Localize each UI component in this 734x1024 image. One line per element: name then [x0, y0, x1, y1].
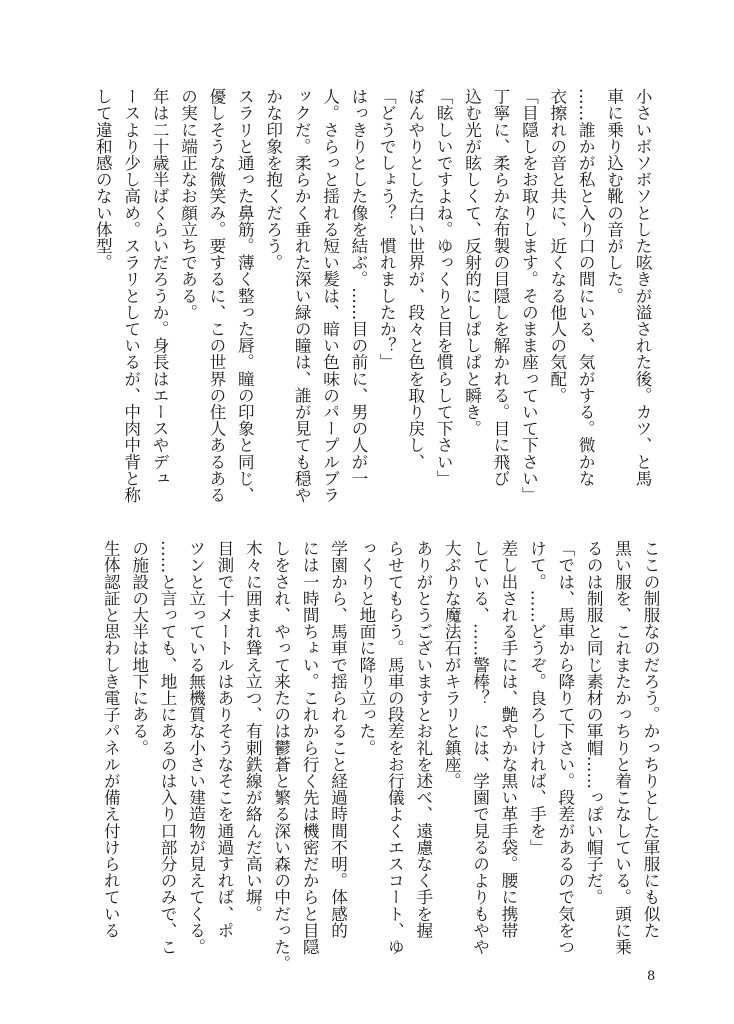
text-line: ……と言っても、地上にあるのは入り口部分のみで、こ: [158, 540, 178, 955]
text-line: して違和感のない体型。: [93, 88, 113, 271]
text-line: はっきりとした像を結ぶ。……目の前に、男の人が一: [348, 88, 368, 487]
text-line: るのは制服と同じ素材の軍帽……っぽい帽子だ。: [584, 540, 604, 906]
text-line: っくりと地面に降り立った。: [356, 540, 376, 756]
text-line: しをされ、やって来たのは鬱蒼と繁る深い森の中だった。: [271, 540, 291, 972]
text-line: 込む光が眩しくて、反射的にしぱしぱと瞬き。: [462, 88, 482, 437]
text-line: ツンと立っている無機質な小さい建造物が見えてくる。: [186, 540, 206, 955]
text-line: 差し出される手には、艶やかな黒い革手袋。腰に携帯: [498, 540, 518, 939]
text-line: ぼんやりとした白い世界が、段々と色を取り戻し、: [405, 88, 425, 470]
text-line: ここの制服なのだろう。かっちりとした軍服にも似た: [641, 540, 660, 939]
text-line: 大ぶりな魔法石がキラリと鎮座。: [442, 540, 462, 789]
text-line: ースより少し高め。スラリとしているが、中肉中背と称: [121, 88, 141, 503]
text-line: 「眩しいですよね。ゆっくりと目を慣らして下さい」: [434, 88, 454, 487]
text-line: 小さいボソボソとした呟きが溢された後。カツ、と馬: [633, 88, 652, 487]
text-line: らせてもらう。馬車の段差をお行儀よくエスコート、ゆ: [385, 540, 405, 955]
text-line: には一時間ちょい。これから行く先は機密だからと目隠: [300, 540, 320, 955]
text-column-lower: [96, 540, 664, 972]
text-line: 黒い服を、これまたかっちりと着こなしている。頭に乗: [612, 540, 632, 955]
page-number: 8: [647, 969, 656, 984]
text-line: 衣擦れの音と共に、近くなる他人の気配。: [547, 88, 567, 404]
text-line: 「では、馬車から降りて下さい。段差があるので気をつ: [555, 540, 575, 955]
text-line: 「目隠しをお取りします。そのまま座っていて下さい」: [519, 88, 539, 503]
text-line: ……誰かが私と入り口の間にいる、気がする。微かな: [576, 88, 596, 487]
text-line: 丁寧に、柔らかな布製の目隠しを解かれる。目に飛び: [490, 88, 510, 487]
text-line: している、……警棒？ には、学園で見るのよりもやや: [470, 540, 490, 955]
text-line: 生体認証と思わしき電子パネルが備え付けられている: [101, 540, 121, 939]
text-line: 学園から、馬車で揺られること経過時間不明。体感的: [328, 540, 348, 939]
text-line: けて。……どうぞ。良ろしければ、手を」: [527, 540, 547, 856]
text-line: 人。さらっと揺れる短い髪は、暗い色味のパープルブラ: [320, 88, 340, 503]
text-line: かな印象を抱くだろう。: [263, 88, 283, 271]
text-line: スラリと通った鼻筋。薄く整った唇。瞳の印象と同じ、: [235, 88, 255, 503]
text-line: ックだ。柔らかく垂れた深い緑の瞳は、誰が見ても穏や: [292, 88, 312, 503]
text-line: 目測で十メートルはありそうなそこを通過すれば、ポ: [214, 540, 234, 939]
text-line: の実に端正なお顔立ちである。: [178, 88, 198, 321]
text-line: ありがとうございますとお礼を述べ、遠慮なく手を握: [413, 540, 433, 939]
text-line: 木々に囲まれ聳え立つ、有刺鉄線が絡んだ高い塀。: [243, 540, 263, 922]
text-line: 優しそうな微笑み。要するに、この世界の住人あるある: [206, 88, 226, 503]
text-line: 車に乗り込む靴の音がした。: [604, 88, 624, 304]
text-line: 「どうでしょう？ 慣れましたか？」: [377, 88, 397, 371]
text-line: の施設の大半は地下にある。: [129, 540, 149, 756]
text-line: 年は二十歳半ばくらいだろうか。身長はエースやデュ: [150, 88, 170, 487]
text-column-upper: [88, 88, 656, 508]
